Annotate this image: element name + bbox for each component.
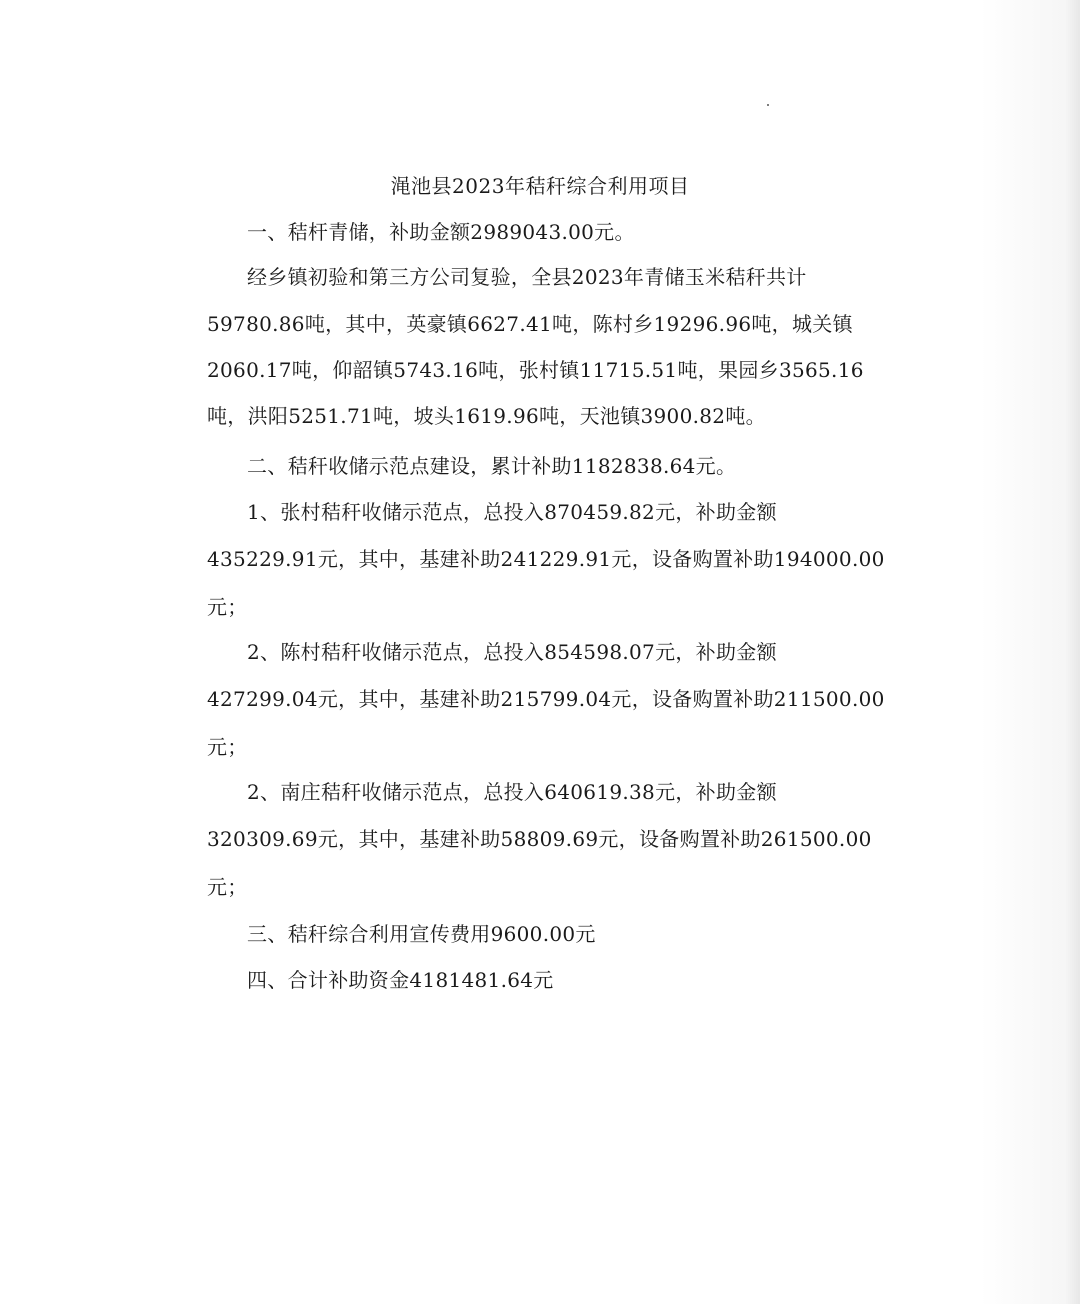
paragraph-line: 2060.17吨，仰韶镇5743.16吨，张村镇11715.51吨，果园乡3565.16 bbox=[207, 358, 864, 382]
item-nanzhuang-line: 320309.69元，其中，基建补助58809.69元，设备购置补助261500.00 bbox=[207, 827, 872, 851]
paragraph-line: 吨，洪阳5251.71吨，坡头1619.96吨，天池镇3900.82吨。 bbox=[207, 404, 766, 428]
item-chencun-line: 427299.04元，其中，基建补助215799.04元，设备购置补助211500.00 bbox=[207, 687, 885, 711]
item-zhangcun-line: 435229.91元，其中，基建补助241229.91元，设备购置补助194000.00 bbox=[207, 547, 885, 571]
item-chencun-line: 元； bbox=[207, 735, 248, 759]
paragraph-line: 59780.86吨，其中，英豪镇6627.41吨，陈村乡19296.96吨，城关镇 bbox=[207, 312, 853, 336]
section-2-heading: 二、秸秆收储示范点建设，累计补助1182838.64元。 bbox=[247, 454, 737, 478]
section-1-heading: 一、秸杆青储，补助金额2989043.00元。 bbox=[247, 220, 635, 244]
item-chencun-line: 2、陈村秸秆收储示范点，总投入854598.07元，补助金额 bbox=[247, 640, 777, 664]
section-3-heading: 三、秸秆综合利用宣传费用9600.00元 bbox=[247, 922, 596, 946]
section-4-heading: 四、合计补助资金4181481.64元 bbox=[247, 968, 554, 992]
item-nanzhuang-line: 元； bbox=[207, 875, 248, 899]
paragraph-line: 经乡镇初验和第三方公司复验，全县2023年青储玉米秸秆共计 bbox=[247, 265, 807, 289]
item-zhangcun-line: 元； bbox=[207, 595, 248, 619]
item-zhangcun-line: 1、张村秸秆收储示范点，总投入870459.82元，补助金额 bbox=[247, 500, 777, 524]
item-nanzhuang-line: 2、南庄秸秆收储示范点，总投入640619.38元，补助金额 bbox=[247, 780, 777, 804]
scan-speck bbox=[767, 104, 769, 106]
document-title: 渑池县2023年秸秆综合利用项目 bbox=[390, 174, 690, 198]
